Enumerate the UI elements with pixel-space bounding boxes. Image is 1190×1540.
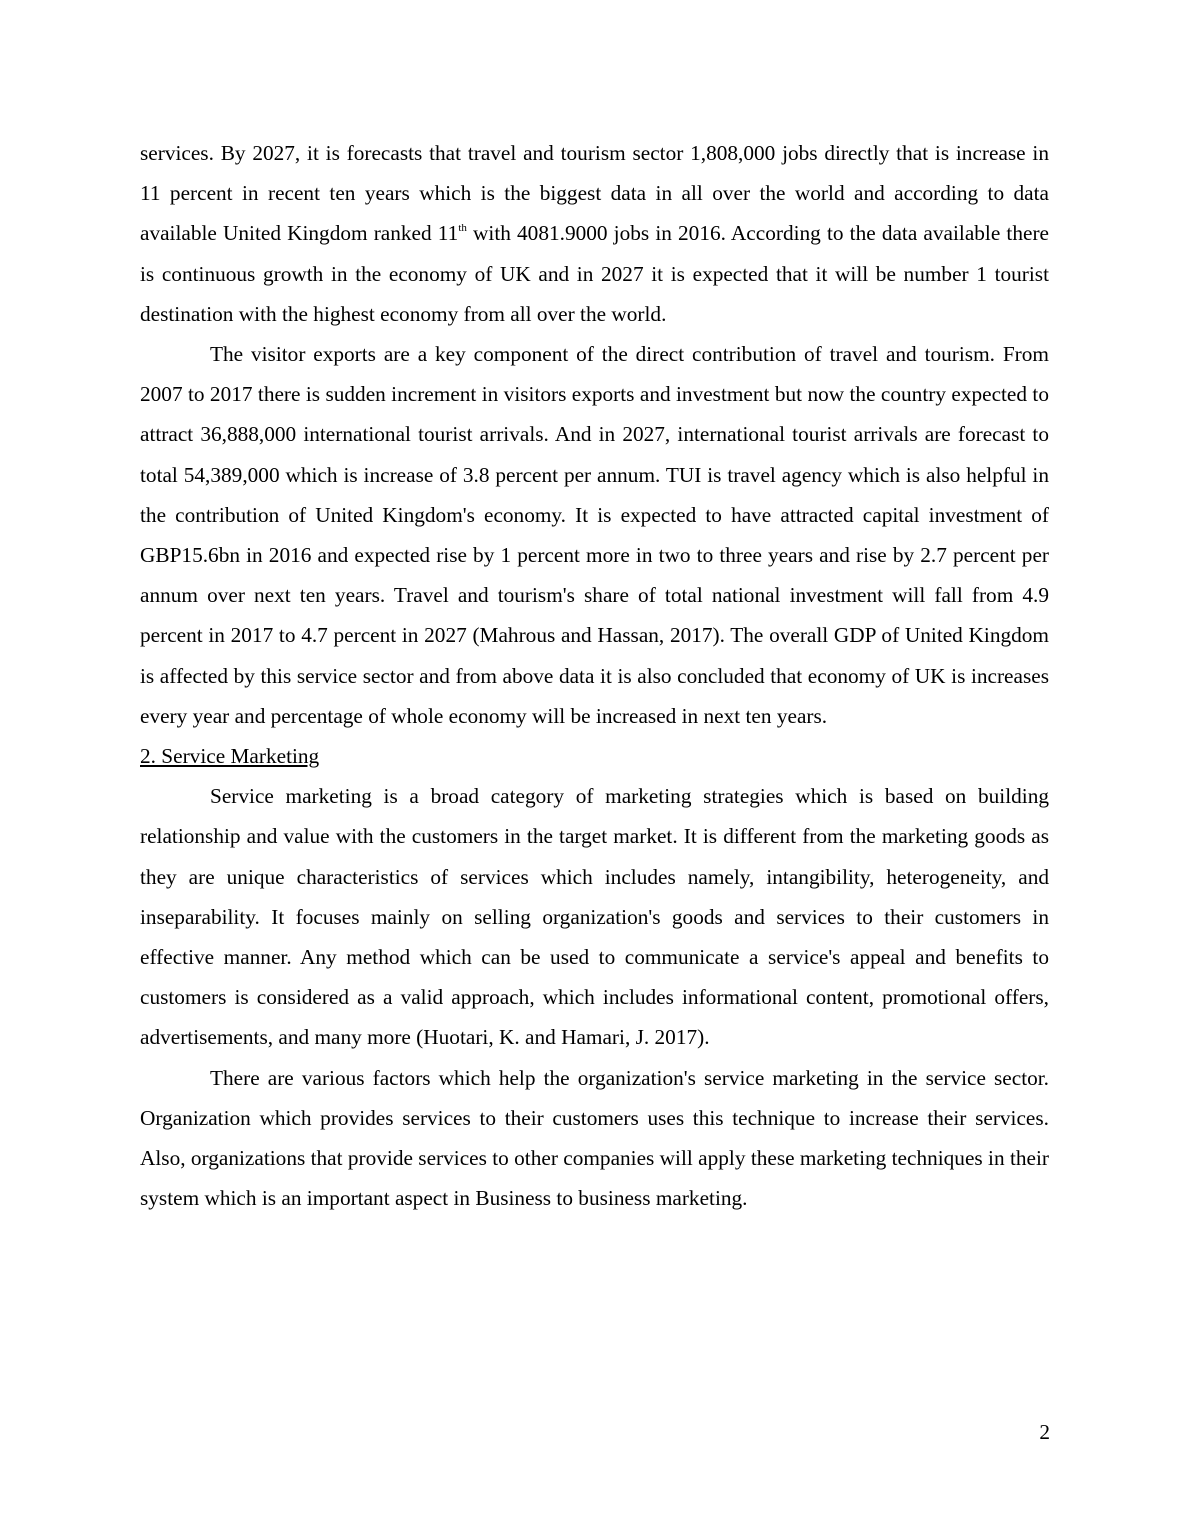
paragraph-tourism-jobs-text-end: with 4081.9000 jobs in 2016. According to the data available there is continuous growth in the economy of UK and in 2027 it is expected that it will be number 1 tourist destination with the highest economy from all over the world. xyxy=(140,221,1049,326)
paragraph-tourism-jobs-text-start: services. By 2027, it is forecasts that travel and tourism sector 1,808,000 jobs directly that is increase in 11 percent in recent ten years which is the biggest data in all over the world and according to data available United Kingdom ranked 11 xyxy=(140,141,1049,246)
page-number: 2 xyxy=(1039,1420,1050,1444)
ordinal-superscript: th xyxy=(458,222,467,235)
paragraph-visitor-exports: The visitor exports are a key component of the direct contribution of travel and tourism. From 2007 to 2017 there is sudden increment in visitors exports and investment but now the country expected to attract 36,888,000 international tourist arrivals. And in 2027, international tourist arrivals are forecast to total 54,389,000 which is increase of 3.8 percent per annum. TUI is travel agency which is also helpful in the contribution of United Kingdom's economy. It is expected to have attracted capital investment of GBP15.6bn in 2016 and expected rise by 1 percent more in two to three years and rise by 2.7 percent per annum over next ten years. Travel and tourism's share of total national investment will fall from 4.9 percent in 2017 to 4.7 percent in 2027 (Mahrous and Hassan, 2017). The overall GDP of United Kingdom is affected by this service sector and from above data it is also concluded that economy of UK is increases every year and percentage of whole economy will be increased in next ten years. xyxy=(140,342,1049,728)
document-body xyxy=(140,133,1049,1218)
section-heading-service-marketing: 2. Service Marketing xyxy=(140,744,320,769)
paragraph-service-marketing-factors: There are various factors which help the organization's service marketing in the service sector. Organization which provides services to their customers uses this technique to increase their services. Also, organizations that provide services to other companies will apply these marketing techniques in their system which is an important aspect in Business to business marketing. xyxy=(140,1065,1049,1211)
paragraph-service-marketing-definition: Service marketing is a broad category of marketing strategies which is based on building relationship and value with the customers in the target market. It is different from the marketing goods as they are unique characteristics of services which includes namely, intangibility, heterogeneity, and inseparability. It focuses mainly on selling organization's goods and services to their customers in effective manner. Any method which can be used to communicate a service's appeal and benefits to customers is considered as a valid approach, which includes informational content, promotional offers, advertisements, and many more (Huotari, K. and Hamari, J. 2017). xyxy=(140,784,1049,1050)
paragraph-tourism-jobs xyxy=(140,133,1049,334)
